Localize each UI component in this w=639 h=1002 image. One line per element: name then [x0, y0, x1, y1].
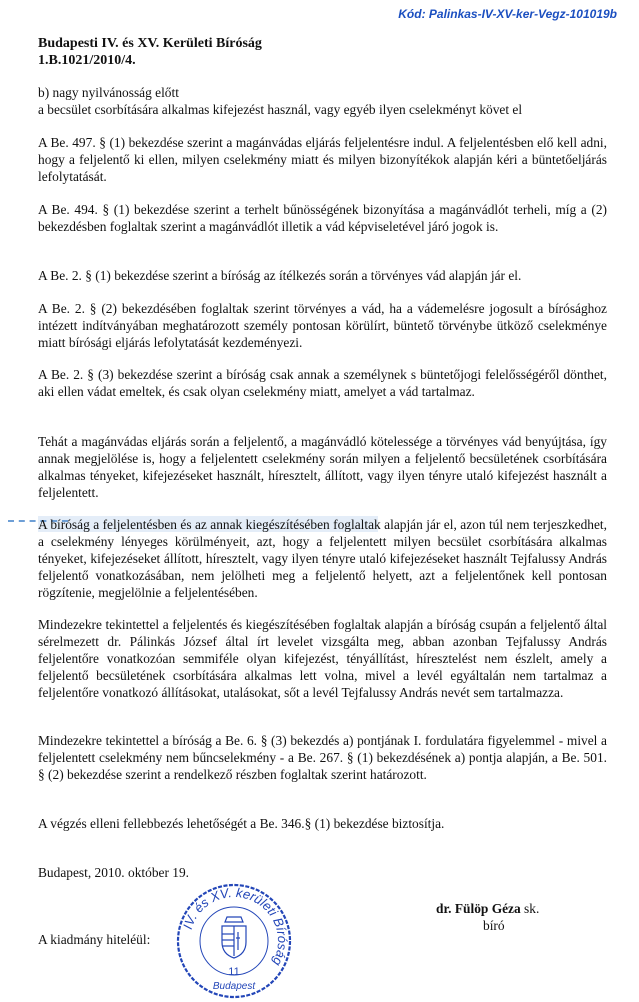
seal-city: Budapest — [212, 981, 256, 992]
paragraph-6: Tehát a magánvádas eljárás során a feljelentő, a magánvádló kötelessége a törvényes vád benyújtása, így annak megjelölése is, hogy a feljelentett cselekmény során milyen a feljelentő becsületének csorbítására alkalmas tényeket, kifejezéseket használt, híresztelt, állított, vagy ilyen tényre utaló kifejezést használt a feljelentett. — [38, 434, 607, 500]
authentication-label: A kiadmány hiteléül: — [38, 932, 151, 947]
point-b-line-2: a becsület csorbítására alkalmas kifejezést használ, vagy egyéb ilyen cselekményt követ el — [38, 102, 523, 117]
place-date: Budapest, 2010. október 19. — [38, 865, 189, 880]
paragraph-7: A bíróság a feljelentésben és az annak kiegészítésében foglaltak alapján jár el, azon túl nem terjeszkedhet, a cselekmény lényeges körülményeit, azt, hogy a feljelentett milyen becsület csorbítására alkalmas tényeket, kifejezéseket állított, híresztelt, vagy ilyen tényre utaló kifejezéseket használt Tejfalussy András feljelentő vonatkozásában, nem jelölheti meg a feljelentő helyett, azt a feljelentőnek kell pontosan rögzítenie, megjelölnie a feljelentésében. — [38, 517, 607, 600]
document-header — [38, 35, 262, 69]
paragraph-3: A Be. 2. § (1) bekezdése szerint a bíróság az ítélkezés során a törvényes vád alapján jár el. — [38, 268, 522, 283]
coat-of-arms-icon — [222, 917, 246, 958]
paragraph-1: A Be. 497. § (1) bekezdése szerint a magánvádas eljárás feljelentésre indul. A feljelentésben elő kell adni, hogy a feljelentő ki ellen, milyen cselekmény miatt és milyen bizonyítékok alapján kéri a büntetőeljárás lefolytatását. — [38, 135, 607, 184]
paragraph-9: Mindezekre tekintettel a bíróság a Be. 6. § (3) bekezdés a) pontjának I. fordulatára figyelemmel - mivel a feljelentett cselekmény nem bűncselekmény - a Be. 267. § (1) bekezdésének a) pontja alapján, a Be. 501. § (2) bekezdése szerint a rendelkező részben foglaltak szerint határozott. — [38, 733, 607, 782]
court-name: Budapesti IV. és XV. Kerületi Bíróság — [38, 36, 262, 51]
judge-title: bíró — [483, 918, 505, 933]
paragraph-8: Mindezekre tekintettel a feljelentés és kiegészítésében foglaltak alapján a bíróság csupán a feljelentő által sérelmezett dr. Pálinkás József által írt levelet vizsgálta meg, abban azonban Tejfalussy András feljelentőre vonatkozóan semmiféle olyan kifejezést, tényállítást, híresztelést nem észlelt, amely a feljelentő becsületének csorbítására alkalmas lett volna, mivel a levél egyáltalán nem tartalmaz a feljelentőre vonatkozó állításokat, utalásokat, sőt a levél Tejfalussy András nevét sem tartalmazza. — [38, 617, 607, 700]
paragraph-10: A végzés elleni fellebbezés lehetőségét a Be. 346.§ (1) bekezdése biztosítja. — [38, 816, 445, 831]
signature-block — [436, 901, 539, 917]
paragraph-4: A Be. 2. § (2) bekezdésében foglaltak szerint törvényes a vád, ha a vádemelésre jogosult a bírósághoz intézett indítványában meghatározott személy pontosan körülírt, büntető törvénybe ütköző cselekménye miatt bírósági eljárás lefolytatását kezdeményezi. — [38, 301, 607, 350]
case-number: 1.B.1021/2010/4. — [38, 53, 136, 68]
document-code: Kód: Palinkas-IV-XV-ker-Vegz-101019b — [398, 7, 617, 21]
paragraph-5: A Be. 2. § (3) bekezdése szerint a bíróság csak annak a személynek s büntetőjogi felelősségéről dönthet, aki ellen vádat emeltek, és csak olyan cselekmény miatt, amelyet a vád tartalmaz. — [38, 367, 607, 399]
judge-name: dr. Fülöp Géza — [436, 901, 521, 916]
signature-suffix: sk. — [520, 901, 540, 916]
point-b-line-1: b) nagy nyilvánosság előtt — [38, 85, 179, 100]
seal-ring-text: IV. és XV. kerületi Bíróság — [179, 884, 291, 969]
court-seal — [175, 882, 293, 1000]
paragraph-2: A Be. 494. § (1) bekezdése szerint a terhelt bűnösségének bizonyítása a magánvádlót terheli, míg a (2) bekezdésben foglaltak szerint a magánvádlót illetik a vád képviseletével járó jogok is. — [38, 202, 607, 234]
seal-number: 11 — [228, 966, 240, 978]
